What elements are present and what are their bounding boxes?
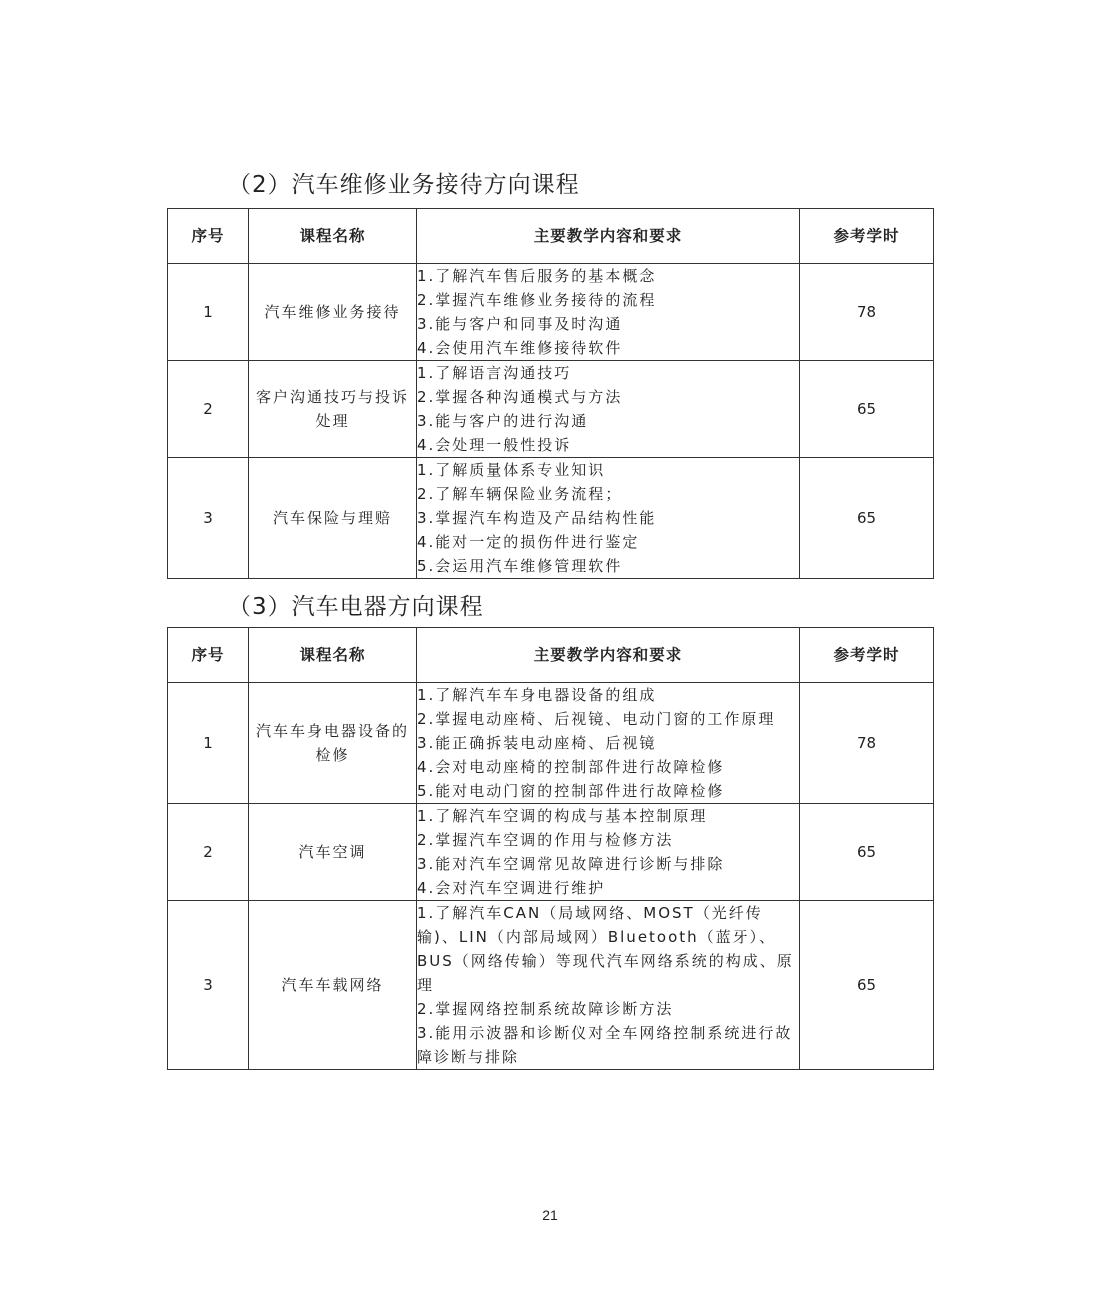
content-line: 4.能对一定的损伤件进行鉴定 bbox=[417, 533, 640, 551]
content-line: 1.了解语言沟通技巧 bbox=[417, 364, 572, 382]
row-content bbox=[417, 458, 800, 579]
content-line: 2.掌握网络控制系统故障诊断方法 bbox=[417, 1000, 674, 1018]
header-no: 序号 bbox=[168, 209, 249, 264]
header-course-name: 课程名称 bbox=[249, 209, 417, 264]
content-line: 1.了解质量体系专业知识 bbox=[417, 461, 606, 479]
row-no: 1 bbox=[168, 264, 249, 361]
section-3-title: （3）汽车电器方向课程 bbox=[228, 594, 484, 620]
content-line: 4.会对汽车空调进行维护 bbox=[417, 879, 606, 897]
section-2-title: （2）汽车维修业务接待方向课程 bbox=[228, 172, 580, 198]
row-hours: 65 bbox=[800, 458, 934, 579]
table-row bbox=[168, 683, 934, 804]
table-header-row bbox=[168, 209, 934, 264]
header-hours: 参考学时 bbox=[800, 628, 934, 683]
row-hours: 65 bbox=[800, 361, 934, 458]
row-course-name: 客户沟通技巧与投诉处理 bbox=[249, 361, 417, 458]
content-line: 1.了解汽车车身电器设备的组成 bbox=[417, 686, 657, 704]
table-row bbox=[168, 458, 934, 579]
content-line: 3.能正确拆装电动座椅、后视镜 bbox=[417, 734, 657, 752]
content-line: 2.掌握各种沟通模式与方法 bbox=[417, 388, 623, 406]
content-line: 4.会使用汽车维修接待软件 bbox=[417, 339, 623, 357]
table-row bbox=[168, 264, 934, 361]
content-line: 3.能与客户和同事及时沟通 bbox=[417, 315, 623, 333]
content-line: 4.会对电动座椅的控制部件进行故障检修 bbox=[417, 758, 725, 776]
course-table-auto-electrical bbox=[167, 627, 934, 1070]
content-line: 3.能用示波器和诊断仪对全车网络控制系统进行故障诊断与排除 bbox=[417, 1024, 793, 1066]
header-content: 主要教学内容和要求 bbox=[417, 628, 800, 683]
content-line: 2.掌握汽车空调的作用与检修方法 bbox=[417, 831, 674, 849]
course-table-maintenance-reception bbox=[167, 208, 934, 579]
header-course-name: 课程名称 bbox=[249, 628, 417, 683]
row-no: 3 bbox=[168, 458, 249, 579]
row-content bbox=[417, 264, 800, 361]
table-row bbox=[168, 361, 934, 458]
row-course-name: 汽车车身电器设备的检修 bbox=[249, 683, 417, 804]
content-line: 3.掌握汽车构造及产品结构性能 bbox=[417, 509, 657, 527]
content-line: 2.了解车辆保险业务流程； bbox=[417, 485, 623, 503]
row-content bbox=[417, 901, 800, 1070]
row-no: 2 bbox=[168, 804, 249, 901]
table-header-row bbox=[168, 628, 934, 683]
row-hours: 65 bbox=[800, 901, 934, 1070]
row-course-name: 汽车维修业务接待 bbox=[249, 264, 417, 361]
header-no: 序号 bbox=[168, 628, 249, 683]
page-number: 21 bbox=[542, 1207, 558, 1223]
row-course-name: 汽车空调 bbox=[249, 804, 417, 901]
row-course-name: 汽车车载网络 bbox=[249, 901, 417, 1070]
row-content bbox=[417, 361, 800, 458]
content-line: 4.会处理一般性投诉 bbox=[417, 436, 572, 454]
content-line: 2.掌握电动座椅、后视镜、电动门窗的工作原理 bbox=[417, 710, 776, 728]
row-hours: 78 bbox=[800, 264, 934, 361]
table-row bbox=[168, 804, 934, 901]
row-hours: 78 bbox=[800, 683, 934, 804]
row-course-name: 汽车保险与理赔 bbox=[249, 458, 417, 579]
row-content bbox=[417, 804, 800, 901]
content-line: 3.能与客户的进行沟通 bbox=[417, 412, 589, 430]
row-hours: 65 bbox=[800, 804, 934, 901]
header-content: 主要教学内容和要求 bbox=[417, 209, 800, 264]
row-no: 1 bbox=[168, 683, 249, 804]
content-line: 1.了解汽车CAN（局域网络、MOST（光纤传输)、LIN（内部局域网）Bluetooth（蓝牙）、BUS（网络传输）等现代汽车网络系统的构成、原理 bbox=[417, 904, 794, 994]
content-line: 5.会运用汽车维修管理软件 bbox=[417, 557, 623, 575]
content-line: 1.了解汽车售后服务的基本概念 bbox=[417, 267, 657, 285]
content-line: 3.能对汽车空调常见故障进行诊断与排除 bbox=[417, 855, 725, 873]
table-row bbox=[168, 901, 934, 1070]
content-line: 5.能对电动门窗的控制部件进行故障检修 bbox=[417, 782, 725, 800]
content-line: 2.掌握汽车维修业务接待的流程 bbox=[417, 291, 657, 309]
header-hours: 参考学时 bbox=[800, 209, 934, 264]
row-no: 2 bbox=[168, 361, 249, 458]
content-line: 1.了解汽车空调的构成与基本控制原理 bbox=[417, 807, 708, 825]
row-no: 3 bbox=[168, 901, 249, 1070]
row-content bbox=[417, 683, 800, 804]
